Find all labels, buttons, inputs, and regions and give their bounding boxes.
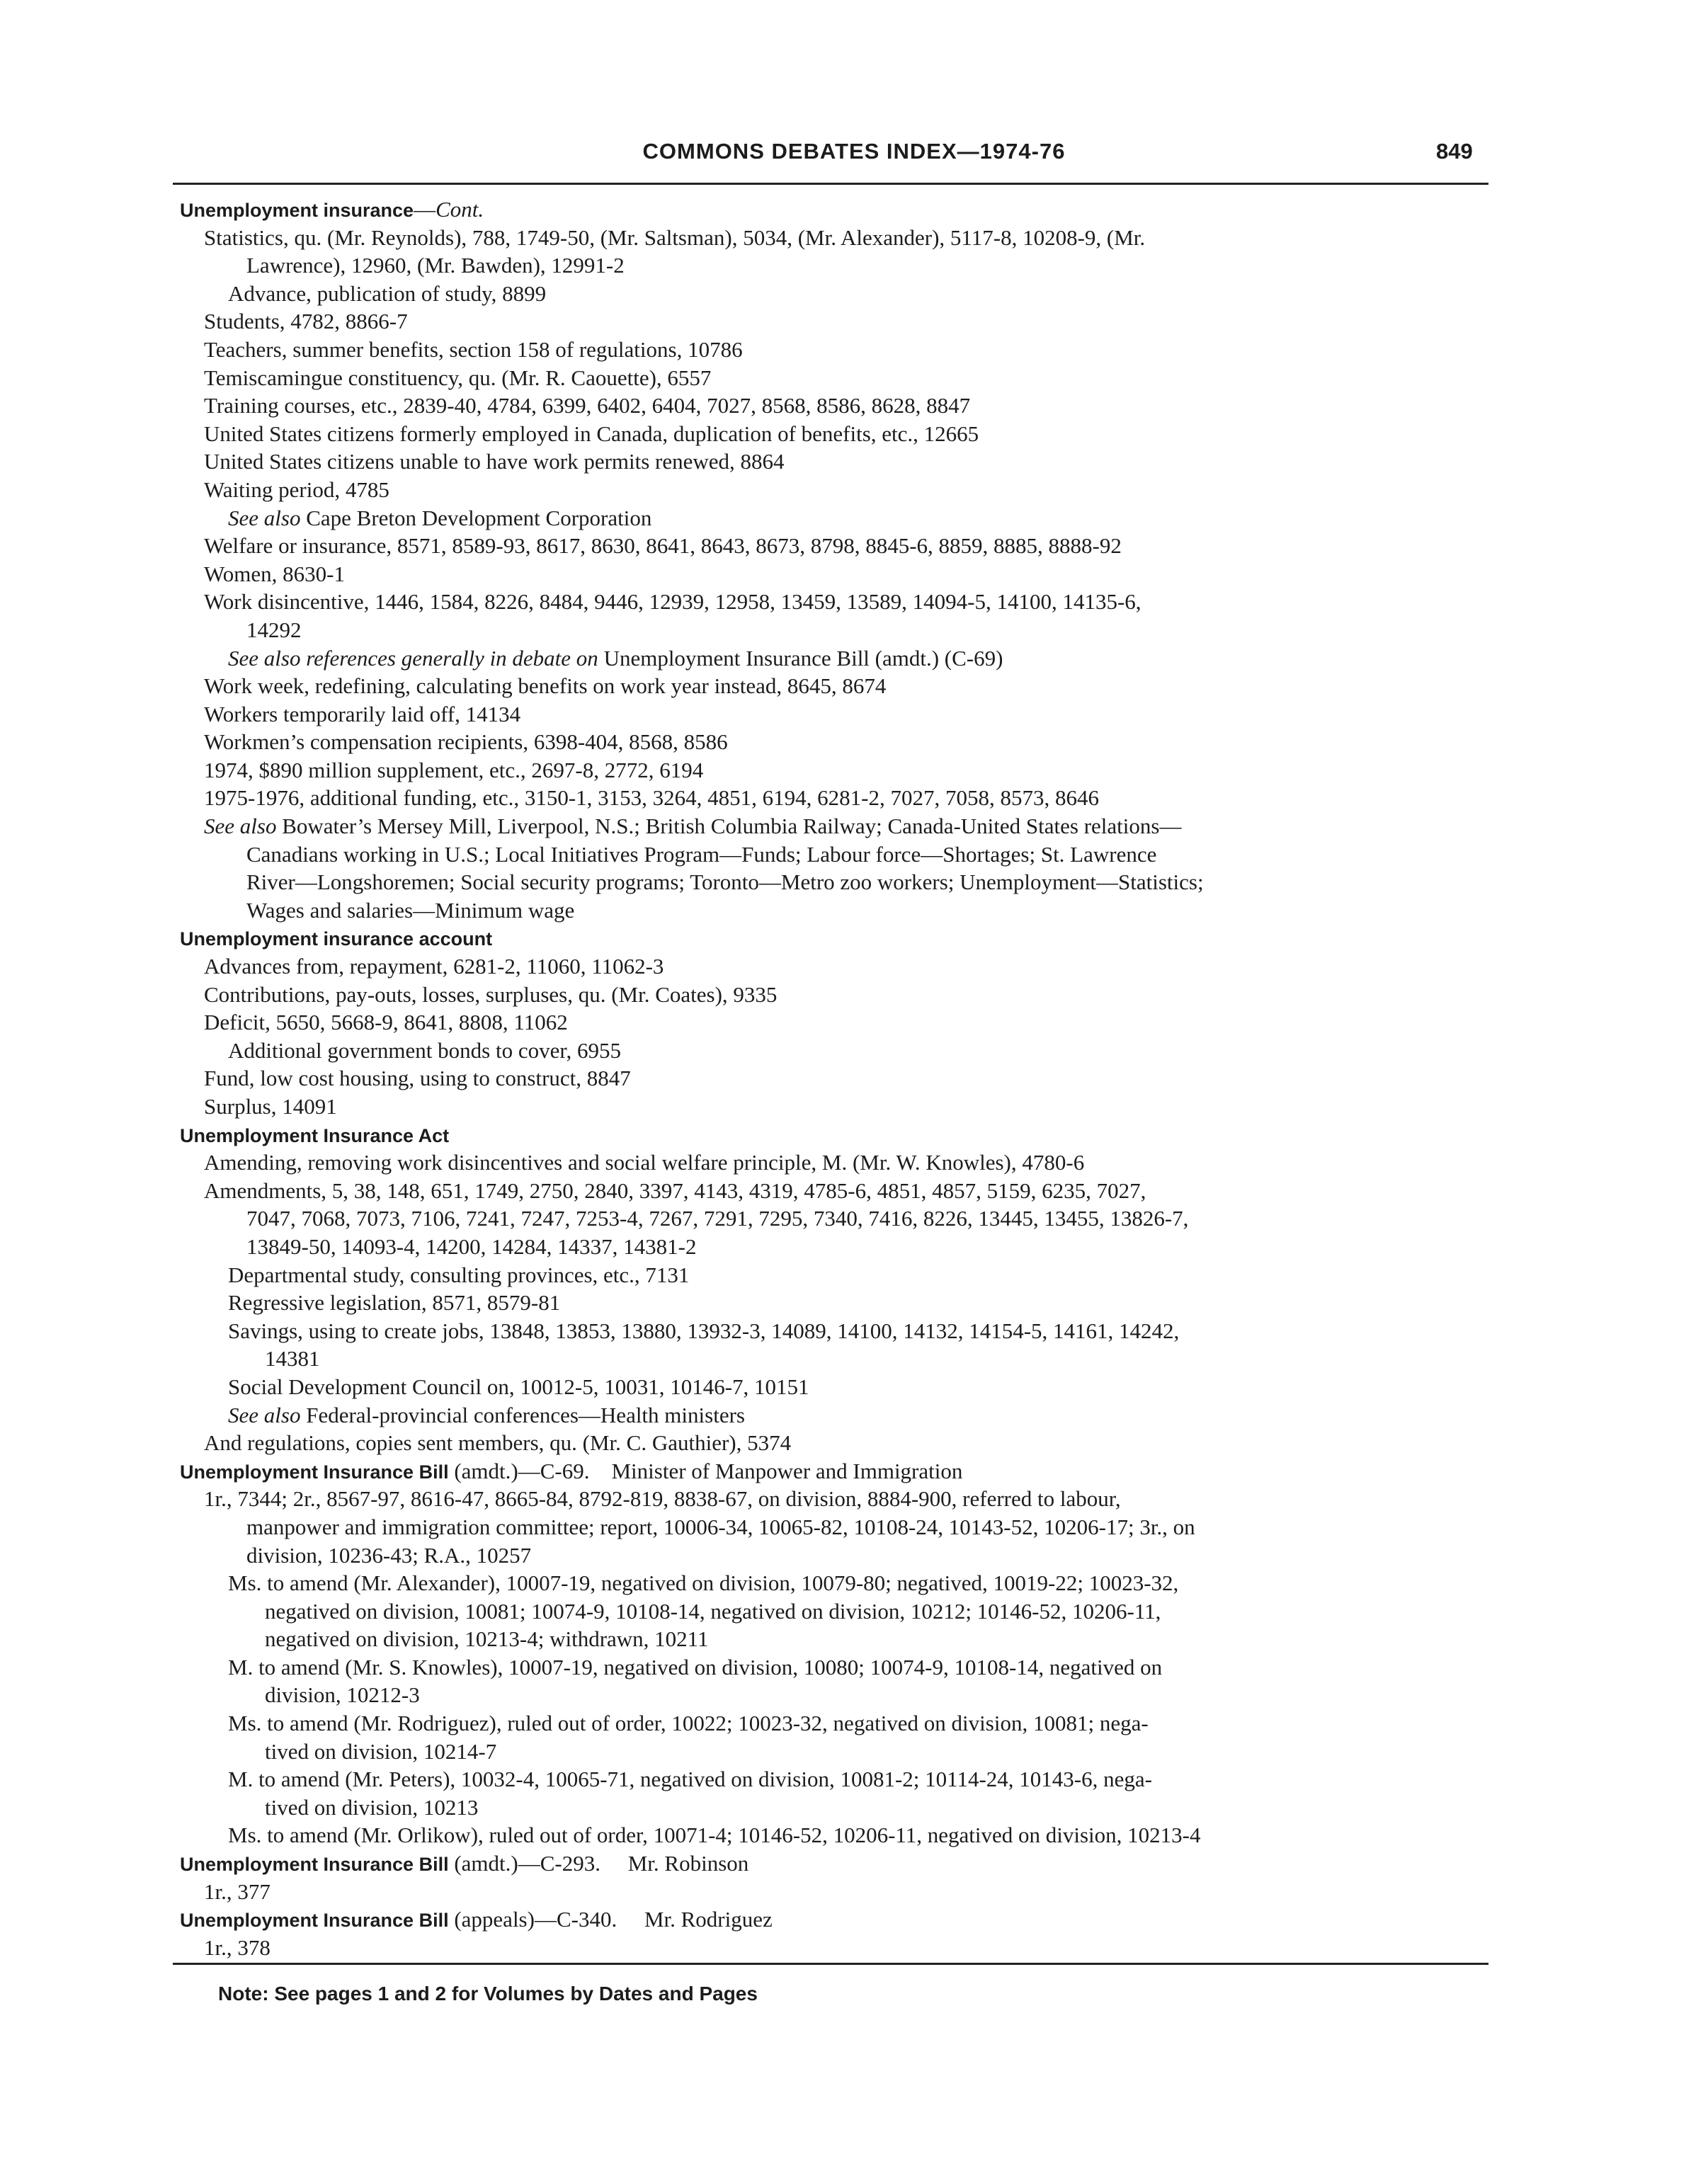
index-entry [0, 224, 1708, 252]
entry-text: Statistics, qu. (Mr. Reynolds), 788, 1749-50, (Mr. Saltsman), 5034, (Mr. Alexander), 5117-8, 10208-9, (Mr. [204, 224, 1146, 250]
cross-reference-text: Cont. [435, 197, 484, 222]
index-entry [0, 307, 1708, 336]
cross-reference-text: See also references generally in debate on [228, 645, 598, 671]
index-entry [0, 1569, 1708, 1597]
entry-text: Bowater’s Mersey Mill, Liverpool, N.S.; British Columbia Railway; Canada-United States relations— [276, 814, 1182, 839]
entry-text: United States citizens formerly employed in Canada, duplication of benefits, etc., 12665 [204, 421, 979, 446]
footer-note: Note: See pages 1 and 2 for Volumes by Dates and Pages [218, 1983, 758, 2005]
entry-text: Advances from, repayment, 6281-2, 11060, 11062-3 [204, 954, 664, 979]
entry-text: And regulations, copies sent members, qu. (Mr. C. Gauthier), 5374 [204, 1430, 792, 1456]
entry-text: Contributions, pay-outs, losses, surpluses, qu. (Mr. Coates), 9335 [204, 981, 778, 1007]
index-entry [0, 504, 1708, 532]
index-entry [0, 1541, 1708, 1570]
entry-text: Workmen’s compensation recipients, 6398-404, 8568, 8586 [204, 729, 728, 755]
index-entry [0, 588, 1708, 616]
index-entry [0, 1261, 1708, 1289]
entry-text: division, 10212-3 [265, 1682, 420, 1708]
entry-text: Surplus, 14091 [204, 1094, 337, 1119]
heading-text: Unemployment insurance [180, 200, 414, 221]
entry-text: (appeals)—C-340. Mr. Rodriguez [448, 1907, 773, 1932]
entry-text: Training courses, etc., 2839-40, 4784, 6399, 6402, 6404, 7027, 8568, 8586, 8628, 8847 [204, 393, 971, 418]
heading-text: Unemployment Insurance Act [180, 1124, 450, 1146]
entry-text: division, 10236-43; R.A., 10257 [246, 1542, 532, 1568]
entry-text: Ms. to amend (Mr. Alexander), 10007-19, negatived on division, 10079-80; negatived, 10019-22; 10023-32, [228, 1570, 1179, 1596]
entry-text: 1r., 377 [204, 1878, 271, 1904]
index-entry [0, 1148, 1708, 1177]
index-entry [0, 1738, 1708, 1766]
page-header-title: COMMONS DEBATES INDEX—1974-76 [642, 139, 1066, 164]
index-entry [0, 784, 1708, 812]
index-entry [0, 1233, 1708, 1261]
index-heading [0, 1849, 1708, 1878]
index-entry [0, 1037, 1708, 1065]
entry-text: Departmental study, consulting provinces, etc., 7131 [228, 1262, 690, 1287]
entry-text: manpower and immigration committee; report, 10006-34, 10065-82, 10108-24, 10143-52, 10206-17; 3r., on [246, 1514, 1195, 1539]
index-entry [0, 280, 1708, 308]
entry-text: 1975-1976, additional funding, etc., 3150-1, 3153, 3264, 4851, 6194, 6281-2, 7027, 7058, 8573, 8646 [204, 785, 1100, 811]
index-entry [0, 364, 1708, 392]
index-entry [0, 251, 1708, 280]
index-entry [0, 756, 1708, 785]
index-entry [0, 728, 1708, 756]
entry-text: Ms. to amend (Mr. Rodriguez), ruled out of order, 10022; 10023-32, negatived on division, 10081; nega- [228, 1711, 1149, 1736]
index-entry [0, 672, 1708, 700]
entry-text: Regressive legislation, 8571, 8579-81 [228, 1290, 561, 1316]
entry-text: Fund, low cost housing, using to construct, 8847 [204, 1066, 631, 1091]
index-entry [0, 1765, 1708, 1794]
entry-text: Social Development Council on, 10012-5, 10031, 10146-7, 10151 [228, 1374, 809, 1399]
entry-text: Amendments, 5, 38, 148, 651, 1749, 2750, 2840, 3397, 4143, 4319, 4785-6, 4851, 4857, 5159, 6235, 7027, [204, 1178, 1146, 1203]
index-entry [0, 560, 1708, 588]
entry-text: 1r., 7344; 2r., 8567-97, 8616-47, 8665-84, 8792-819, 8838-67, on division, 8884-900, referred to labour, [204, 1486, 1121, 1512]
index-entry [0, 1597, 1708, 1626]
header-rule [173, 183, 1488, 185]
index-entry [0, 868, 1708, 896]
cross-reference-text: See also [228, 1402, 301, 1427]
entry-text: Temiscamingue constituency, qu. (Mr. R. Caouette), 6557 [204, 365, 712, 390]
index-entry [0, 447, 1708, 476]
entry-text: Wages and salaries—Minimum wage [246, 897, 575, 923]
index-entry [0, 1794, 1708, 1822]
index-entry [0, 952, 1708, 981]
entry-text: 1974, $890 million supplement, etc., 2697-8, 2772, 6194 [204, 757, 704, 782]
entry-text: negatived on division, 10081; 10074-9, 10108-14, negatived on division, 10212; 10146-52, 10206-11, [265, 1598, 1161, 1624]
entry-text: 14292 [246, 617, 302, 642]
index-entry [0, 532, 1708, 560]
entry-text: Work disincentive, 1446, 1584, 8226, 8484, 9446, 12939, 12958, 13459, 13589, 14094-5, 14100, 14135-6, [204, 589, 1141, 615]
index-entry [0, 476, 1708, 504]
index-entry [0, 644, 1708, 673]
index-entry [0, 1821, 1708, 1849]
index-entry [0, 1289, 1708, 1317]
entry-text: Workers temporarily laid off, 14134 [204, 701, 521, 726]
entry-text: Welfare or insurance, 8571, 8589-93, 8617, 8630, 8641, 8643, 8673, 8798, 8845-6, 8859, 8885, 8888-92 [204, 533, 1122, 559]
entry-text: River—Longshoremen; Social security programs; Toronto—Metro zoo workers; Unemployment—Statistics; [246, 869, 1204, 895]
entry-text: Savings, using to create jobs, 13848, 13853, 13880, 13932-3, 14089, 14100, 14132, 14154-5, 14161, 14242, [228, 1318, 1180, 1343]
entry-text: M. to amend (Mr. Peters), 10032-4, 10065-71, negatived on division, 10081-2; 10114-24, 10143-6, nega- [228, 1767, 1152, 1792]
entry-text: 13849-50, 14093-4, 14200, 14284, 14337, 14381-2 [246, 1233, 697, 1259]
index-entry [0, 616, 1708, 644]
index-entry [0, 1345, 1708, 1373]
entry-text: Lawrence), 12960, (Mr. Bawden), 12991-2 [246, 253, 625, 278]
cross-reference-text: See also [228, 505, 301, 530]
index-entry [0, 1429, 1708, 1457]
index-entry [0, 812, 1708, 840]
entry-text: 7047, 7068, 7073, 7106, 7241, 7247, 7253-4, 7267, 7291, 7295, 7340, 7416, 8226, 13445, 13455, 13826-7, [246, 1206, 1189, 1231]
entry-text: United States citizens unable to have work permits renewed, 8864 [204, 449, 785, 474]
entry-text: Women, 8630-1 [204, 561, 345, 586]
entry-text: Deficit, 5650, 5668-9, 8641, 8808, 11062 [204, 1010, 568, 1035]
index-entry [0, 392, 1708, 420]
entry-text: Cape Breton Development Corporation [300, 505, 652, 530]
entry-text: Work week, redefining, calculating benefits on work year instead, 8645, 8674 [204, 673, 887, 699]
index-entry [0, 1934, 1708, 1962]
entry-text: Ms. to amend (Mr. Orlikow), ruled out of order, 10071-4; 10146-52, 10206-11, negatived on division, 10213-4 [228, 1823, 1201, 1848]
entry-text: (amdt.)—C-69. Minister of Manpower and Immigration [448, 1458, 963, 1483]
index-entry [0, 1093, 1708, 1121]
index-entry [0, 1204, 1708, 1233]
entry-text: Advance, publication of study, 8899 [228, 280, 547, 306]
heading-text: Unemployment Insurance Bill [180, 1854, 449, 1876]
index-heading [0, 1121, 1708, 1149]
entry-text: Waiting period, 4785 [204, 477, 389, 502]
index-entry [0, 1485, 1708, 1513]
entry-text: tived on division, 10214-7 [265, 1738, 497, 1764]
index-entry [0, 1177, 1708, 1205]
index-entry [0, 1878, 1708, 1906]
entry-text: 14381 [265, 1346, 320, 1372]
entry-text: — [414, 197, 436, 222]
index-heading [0, 1905, 1708, 1934]
index-entry [0, 840, 1708, 869]
index-entry [0, 1373, 1708, 1401]
entry-text: Students, 4782, 8866-7 [204, 309, 408, 334]
entry-text: Teachers, summer benefits, section 158 of regulations, 10786 [204, 336, 743, 362]
heading-text: Unemployment Insurance Bill [180, 1461, 449, 1483]
footer-rule [173, 1963, 1488, 1965]
index-entry [0, 1625, 1708, 1653]
heading-text: Unemployment insurance account [180, 928, 493, 950]
page-number: 849 [1436, 139, 1473, 164]
entry-text: Federal-provincial conferences—Health ministers [300, 1402, 745, 1427]
entry-text: M. to amend (Mr. S. Knowles), 10007-19, negatived on division, 10080; 10074-9, 10108-14, negatived on [228, 1654, 1163, 1680]
entry-text: 1r., 378 [204, 1934, 271, 1960]
index-entry [0, 336, 1708, 364]
index-entry [0, 1513, 1708, 1541]
index-entry [0, 1401, 1708, 1430]
index-entry [0, 1064, 1708, 1093]
cross-reference-text: See also [204, 814, 277, 839]
index-entry [0, 1008, 1708, 1037]
entry-text: Canadians working in U.S.; Local Initiatives Program—Funds; Labour force—Shortages; St. Lawrence [246, 841, 1157, 867]
index-entry [0, 1709, 1708, 1738]
index-entry [0, 420, 1708, 448]
index-entry [0, 1681, 1708, 1709]
entry-text: tived on division, 10213 [265, 1794, 479, 1820]
index-entry [0, 981, 1708, 1009]
index-heading [0, 1457, 1708, 1486]
entry-text: Amending, removing work disincentives and social welfare principle, M. (Mr. W. Knowles), 4780-6 [204, 1150, 1085, 1175]
index-entry [0, 896, 1708, 925]
index-entry [0, 700, 1708, 729]
entry-text: (amdt.)—C-293. Mr. Robinson [448, 1851, 749, 1876]
index-entry [0, 1653, 1708, 1682]
index-entry [0, 1317, 1708, 1345]
index-heading [0, 924, 1708, 952]
heading-text: Unemployment Insurance Bill [180, 1910, 449, 1932]
index-heading [0, 195, 1708, 224]
entry-text: negatived on division, 10213-4; withdrawn, 10211 [265, 1626, 709, 1652]
entry-text: Unemployment Insurance Bill (amdt.) (C-69) [598, 645, 1003, 671]
index-entries [0, 195, 1708, 1961]
entry-text: Additional government bonds to cover, 6955 [228, 1037, 621, 1063]
